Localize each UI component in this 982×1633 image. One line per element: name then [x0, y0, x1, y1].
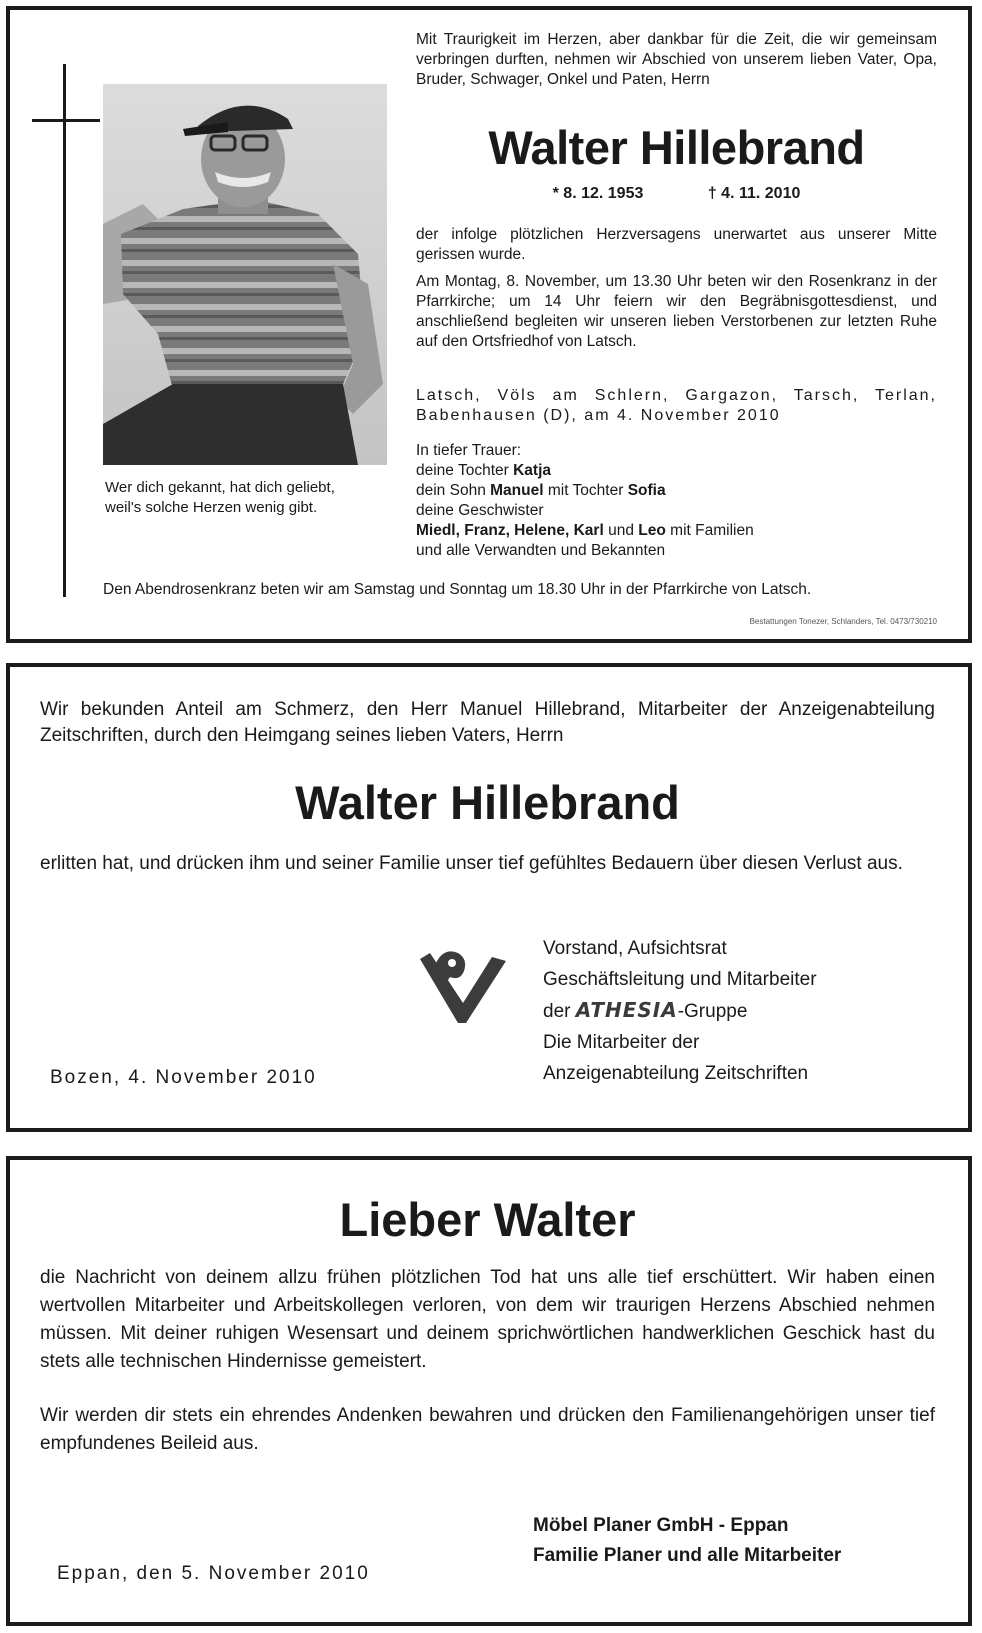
- intro-text: Mit Traurigkeit im Herzen, aber dankbar für die Zeit, die wir gemeinsam verbringen durften, nehmen wir Abschied von unserem lieben Vater, Opa, Bruder, Schwager, Onkel und Paten, Herrn: [416, 31, 937, 88]
- funeral-home-credit: Bestattungen Tonezer, Schlanders, Tel. 0473/730210: [749, 617, 937, 626]
- notice-title: Lieber Walter: [339, 1193, 636, 1246]
- notice-body: die Nachricht von deinem allzu frühen plötzlichen Tod hat uns alle tief erschüttert. Wir haben einen wertvollen Mitarbeiter und Arbeitskollegen verloren, von dem wir traurigen Herzens Abschied nehmen müssen. Mit deiner ruhigen Wesensart und deinem sprichwörtlichen handwerklichen Geschick hast du stets alle technischen Hindernisse gemeistert.: [40, 1267, 935, 1372]
- signer-line: Geschäftsleitung und Mitarbeiter: [543, 969, 817, 990]
- notice-body: Wir werden dir stets ein ehrendes Andenken bewahren und drücken den Familienangehörigen unser tief empfundenes Beileid aus.: [40, 1405, 935, 1454]
- caption-line: weil's solche Herzen wenig gibt.: [105, 499, 318, 516]
- photo-caption: [105, 478, 405, 518]
- life-dates: [416, 183, 937, 205]
- birth-date: * 8. 12. 1953: [552, 185, 644, 202]
- evening-rosary-text: Den Abendrosenkranz beten wir am Samstag und Sonntag um 18.30 Uhr in der Pfarrkirche von Latsch.: [103, 581, 812, 598]
- athesia-logo-icon: [418, 937, 508, 1027]
- sender-line: Möbel Planer GmbH - Eppan: [533, 1515, 789, 1536]
- mourner-siblings-intro: deine Geschwister: [416, 502, 544, 519]
- condolence-body: erlitten hat, und drücken ihm und seiner Familie unser tief gefühltes Bedauern über diesen Verlust aus.: [40, 853, 903, 874]
- mourner-relatives: und alle Verwandten und Bekannten: [416, 542, 666, 559]
- signer-line: Die Mitarbeiter der: [543, 1032, 700, 1053]
- death-date: † 4. 11. 2010: [707, 185, 801, 202]
- sender-line: Familie Planer und alle Mitarbeiter: [533, 1545, 842, 1566]
- signer-line: Vorstand, Aufsichtsrat: [543, 938, 727, 959]
- signer-line: der ATHESIA-Gruppe: [543, 998, 748, 1022]
- mourners-intro: In tiefer Trauer:: [416, 442, 522, 459]
- cross-icon: [63, 64, 66, 597]
- cause-text: der infolge plötzlichen Herzversagens unerwartet aus unserer Mitte gerissen wurde.: [416, 226, 937, 263]
- signer-line: Anzeigenabteilung Zeitschriften: [543, 1063, 809, 1084]
- deceased-name: Walter Hillebrand: [488, 121, 865, 174]
- service-text: Am Montag, 8. November, um 13.30 Uhr beten wir den Rosenkranz in der Pfarrkirche; um 14 Uhr feiern wir den Begräbnisgottesdienst, und anschließend begleiten wir unseren lieben Verstorbenen zur letzten Ruhe auf den Ortsfriedhof von Latsch.: [416, 273, 937, 350]
- mourner-daughter: deine Tochter Katja: [416, 462, 551, 479]
- place-date: Eppan, den 5. November 2010: [57, 1563, 370, 1584]
- deceased-name: Walter Hillebrand: [295, 776, 680, 829]
- notice-sender: [533, 1511, 953, 1571]
- mourner-son: dein Sohn Manuel mit Tochter Sofia: [416, 482, 666, 499]
- portrait-photo: [103, 84, 387, 465]
- caption-line: Wer dich gekannt, hat dich geliebt,: [105, 479, 335, 496]
- mourners-list: [416, 441, 937, 561]
- athesia-wordmark: ATHESIA: [575, 998, 678, 1022]
- cross-icon-bar: [32, 119, 100, 122]
- place-date: Bozen, 4. November 2010: [50, 1067, 317, 1088]
- mourner-siblings: Miedl, Franz, Helene, Karl und Leo mit Familien: [416, 522, 754, 539]
- condolence-signers: [543, 933, 943, 1089]
- condolence-intro: Wir bekunden Anteil am Schmerz, den Herr Manuel Hillebrand, Mitarbeiter der Anzeigenabteilung Zeitschriften, durch den Heimgang seines lieben Vaters, Herrn: [40, 699, 935, 746]
- place-date: Latsch, Völs am Schlern, Gargazon, Tarsch, Terlan, Babenhausen (D), am 4. November 2010: [416, 387, 937, 424]
